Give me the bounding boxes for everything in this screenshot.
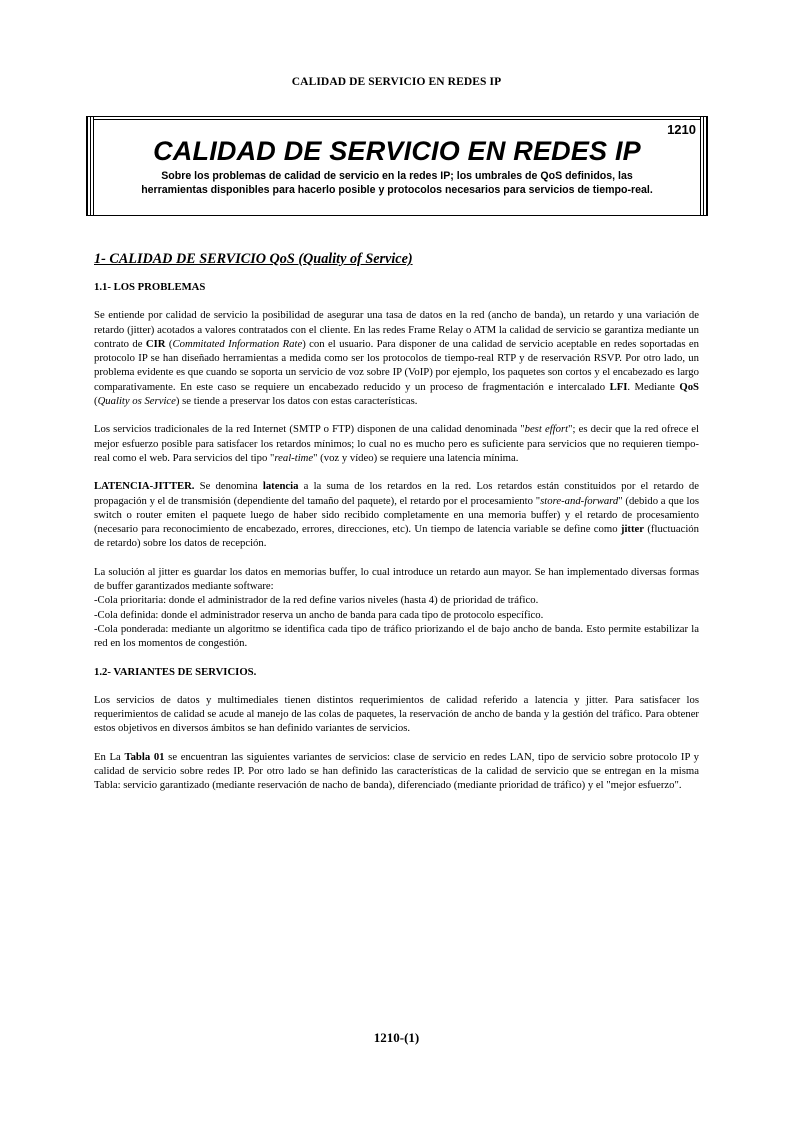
subtitle-line: herramientas disponibles para hacerlo posible y protocolos necesarios para servicios de tiempo-real. — [141, 184, 653, 196]
term-best-effort: best effort — [524, 423, 569, 436]
text: ) con el usuario. Para disponer de una calidad de servicio aceptable en redes soportadas en protocolo IP se han diseñado herramientas a medida como ser los protocolos de tiempo-real RTP y de reservación RSVP. Por otro lado, un problema evidente es que cuando se soporta un servicio de voz sobre IP (VoIP) por ejemplo, los paquetes son cortos y el encabezado es largo comparativamente. En este caso se requiere un encabezado reducido y un proceso de fragmentación e intercalado — [94, 337, 699, 393]
paragraph-buffer-queues — [94, 565, 699, 651]
text: ( — [165, 337, 173, 350]
text: (fluctuación de retardo) sobre los datos de recepción. — [94, 523, 699, 550]
subtitle — [100, 169, 694, 197]
box-border-top — [86, 116, 708, 117]
box-border-top-inner — [93, 119, 701, 120]
term-lfi: LFI — [609, 380, 628, 393]
doc-number: 1210 — [667, 122, 696, 137]
term-real-time: real-time — [274, 451, 314, 464]
term-latency-jitter: LATENCIA-JITTER. — [94, 480, 195, 493]
text: ( — [94, 395, 98, 408]
text: En La — [94, 750, 125, 763]
page-number: 1210-(1) — [373, 1030, 420, 1045]
text: Los servicios tradicionales de la red Internet (SMTP o FTP) disponen de una calidad denominada " — [94, 423, 525, 436]
term-cir-expansion: Commitated Information Rate — [172, 337, 303, 350]
text: " (voz y vídeo) se requiere una latencia mínima. — [313, 451, 519, 464]
term-latency: latencia — [262, 480, 299, 493]
subsection-title-problems: 1.1- LOS PROBLEMAS — [94, 281, 206, 293]
term-qos: QoS — [679, 380, 699, 393]
term-qos-expansion: Quality os Service — [97, 395, 176, 408]
document-body — [94, 250, 699, 807]
text-line: La solución al jitter es guardar los datos en memorias buffer, lo cual introduce un retardo aun mayor. Se han implementado diversas formas de buffer garantizados mediante software: — [94, 565, 699, 593]
term-jitter: jitter — [620, 523, 645, 536]
paragraph-latency-jitter — [94, 479, 699, 550]
text: a la suma de los retardos en la red. Los retardos están constituidos por el retardo de propagación y el de transmisión (dependiente del tamaño del paquete), el retardo por el procesamiento " — [94, 480, 699, 507]
subsection-title-variants: 1.2- VARIANTES DE SERVICIOS. — [94, 665, 257, 678]
text: . Mediante — [627, 380, 680, 393]
running-header: CALIDAD DE SERVICIO EN REDES IP — [291, 76, 502, 88]
text: se encuentran las siguientes variantes de servicios: clase de servicio en redes LAN, tipo de servicio sobre protocolo IP y calidad de servicio sobre redes IP. Por otro lado se han definido las características de la calidad de servicio que se entregan en la misma Tabla: servicio garantizado (mediante reservación de nacho de banda), diferenciado (mediante prioridad de tráfico) y el "mejor esfuerzo". — [94, 750, 699, 792]
main-title: CALIDAD DE SERVICIO EN REDES IP — [153, 136, 641, 166]
paragraph-service-variants: Los servicios de datos y multimediales tienen distintos requerimientos de calidad referido a latencia y jitter. Para satisfacer los requerimientos de calidad se acude al manejo de las colas de paquetes, la reservación de ancho de banda y la gestión del tráfico. Para obtener estos objetivos en diversos ámbitos se han definido variantes de servicios. — [94, 693, 699, 735]
paragraph-table-reference — [94, 750, 699, 793]
list-item-priority-queue: -Cola prioritaria: donde el administrador de la red define varios niveles (hasta 4) de prioridad de tráfico. — [94, 594, 539, 607]
paragraph-best-effort — [94, 422, 699, 465]
title-box — [86, 116, 708, 216]
text: "; es decir que la red ofrece el mejor esfuerzo posible para satisfacer los retardos mínimos; lo cual no es mucho pero es suficiente para servicios que no requieren tiempo-real como el web. Para servicios del tipo " — [94, 423, 699, 464]
text: Se entiende por calidad de servicio la posibilidad de asegurar una tasa de datos en la red (ancho de banda), un retardo y una variación de retardo (jitter) acotados a valores contratados con el cliente. En las redes Frame Relay o ATM la calidad de servicio se garantiza mediante un contrato de — [94, 309, 699, 350]
term-store-and-forward: store-and-forward — [540, 494, 619, 507]
term-table-01: Tabla 01 — [124, 750, 165, 763]
section-title: 1- CALIDAD DE SERVICIO QoS (Quality of Service) — [94, 251, 413, 267]
paragraph-intro — [94, 308, 699, 408]
list-item-defined-queue: -Cola definida: donde el administrador reserva un ancho de banda para cada tipo de protocolo específico. — [94, 608, 544, 621]
list-item-weighted-queue: -Cola ponderada: mediante un algoritmo se identifica cada tipo de tráfico priorizando el de bajo ancho de banda. Esto permite estabilizar la red en los momentos de congestión. — [94, 622, 699, 650]
text: " (debido a que los switch o router emiten el paquete luego de haber sido recibido completamente en una memoria buffer) y el retardo de procesamiento (necesario para reconocimiento de encabezado, errores, direcciones, etc). Un tiempo de latencia variable se define como — [94, 494, 699, 536]
term-cir: CIR — [145, 337, 166, 350]
text: ) se tiende a preservar los datos con estas características. — [175, 395, 418, 408]
subtitle-line: Sobre los problemas de calidad de servicio en la redes IP; los umbrales de QoS definidos, las — [161, 170, 633, 182]
text: Se denomina — [194, 480, 263, 493]
